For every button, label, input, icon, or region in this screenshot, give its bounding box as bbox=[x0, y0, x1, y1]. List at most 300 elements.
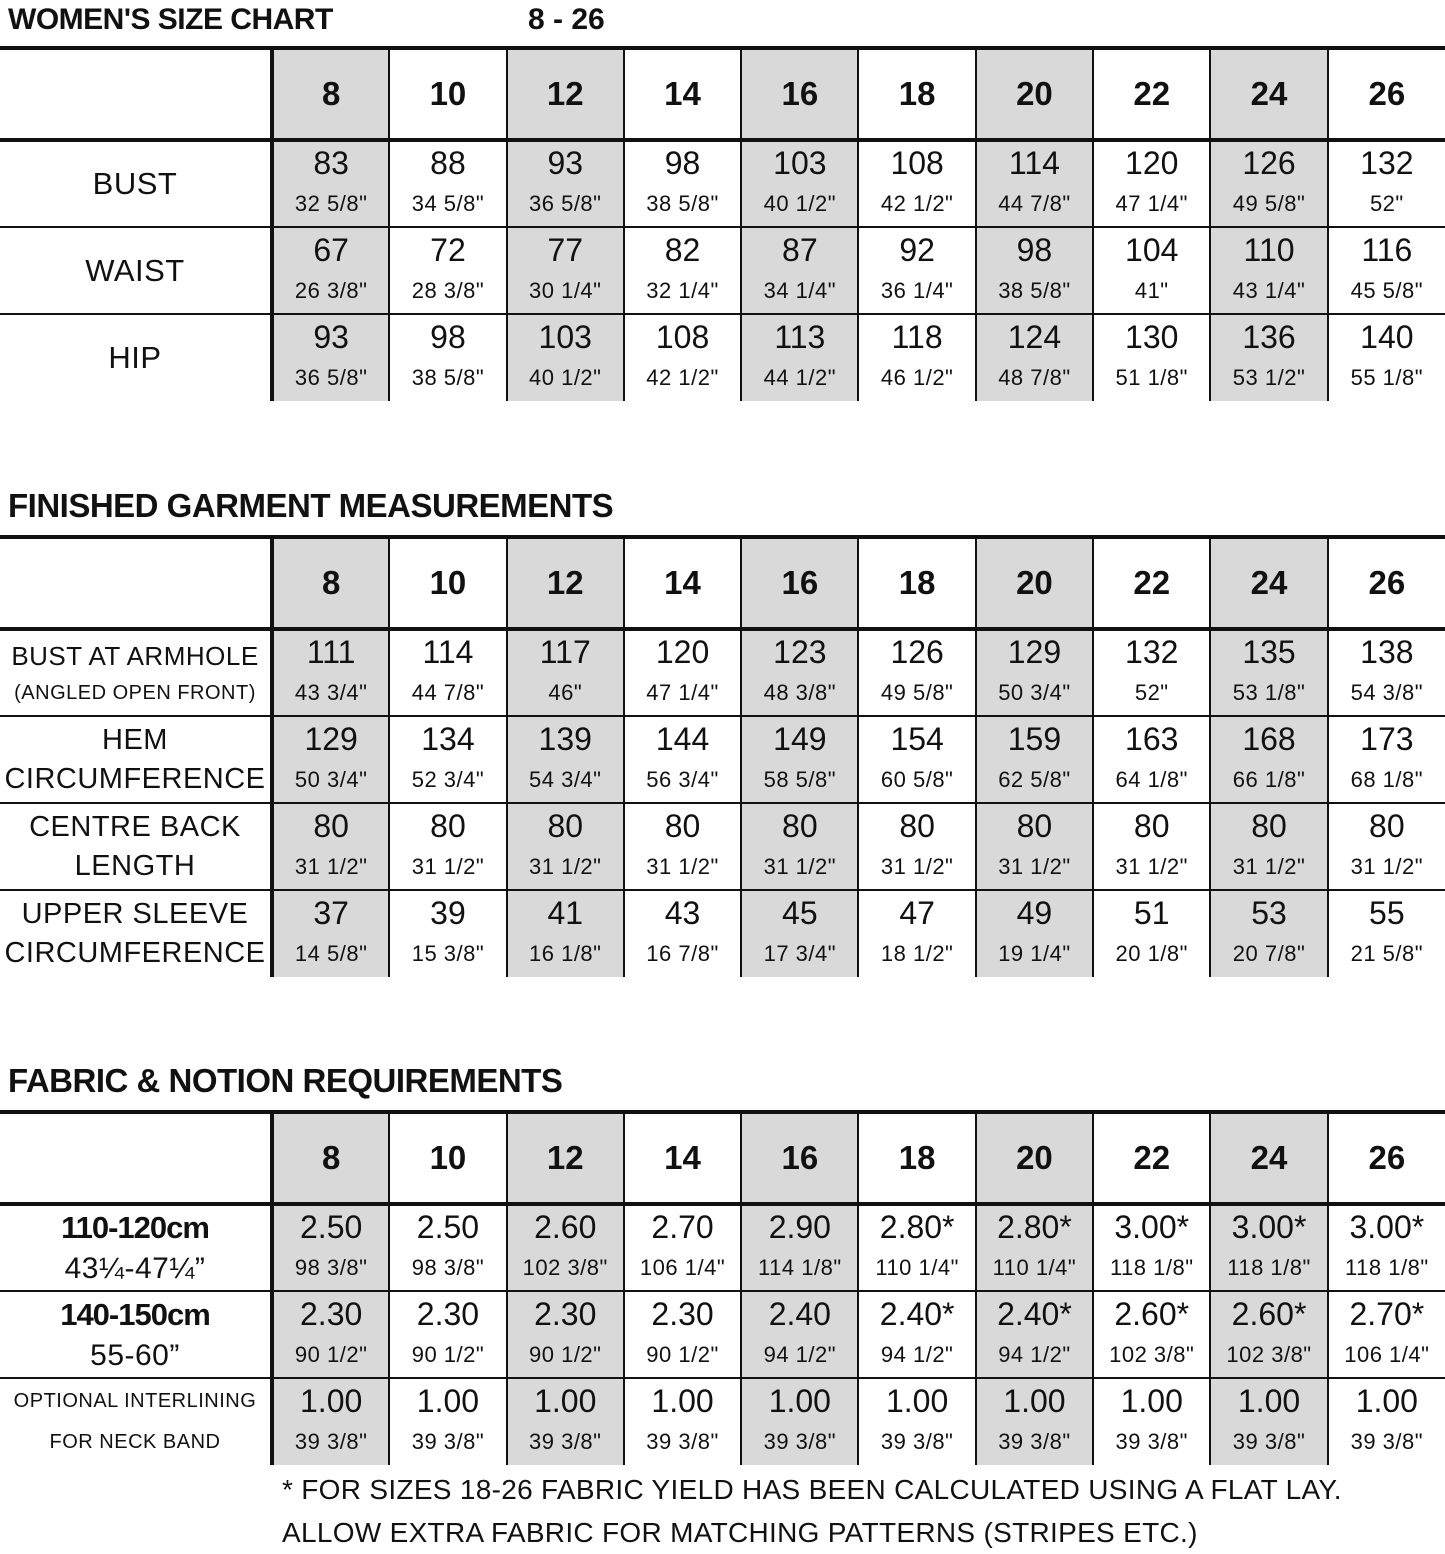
measure-cell-size-12 bbox=[507, 1378, 624, 1465]
inch-value: 60 5/8" bbox=[880, 766, 954, 792]
metric-value: 103 bbox=[773, 145, 827, 181]
measure-cell-size-16 bbox=[741, 1378, 858, 1465]
metric-value: 80 bbox=[899, 807, 935, 844]
metric-value: 114 bbox=[422, 634, 474, 670]
inch-value: 30 1/4" bbox=[529, 277, 602, 303]
inch-value: 94 1/2" bbox=[880, 1341, 954, 1367]
measure-cell-size-26 bbox=[1328, 890, 1445, 977]
metric-value: 1.00 bbox=[416, 1383, 480, 1419]
measure-cell-size-22 bbox=[1093, 1291, 1210, 1378]
size-header-24: 24 bbox=[1210, 1112, 1327, 1204]
row-label bbox=[0, 227, 272, 314]
metric-value: 126 bbox=[1242, 145, 1296, 181]
inch-value: 39 3/8" bbox=[646, 1429, 719, 1454]
measure-cell-size-22 bbox=[1093, 716, 1210, 803]
measure-cell-size-18 bbox=[858, 1204, 975, 1291]
inch-value: 38 5/8" bbox=[646, 191, 719, 216]
measure-cell-size-12 bbox=[507, 227, 624, 314]
row-label bbox=[0, 890, 272, 977]
inch-value: 102 3/8" bbox=[522, 1255, 608, 1280]
metric-value: 53 bbox=[1251, 895, 1287, 931]
inch-value: 16 7/8" bbox=[646, 941, 719, 966]
measure-cell-size-16 bbox=[741, 227, 858, 314]
measure-cell-size-12 bbox=[507, 1291, 624, 1378]
table-row bbox=[0, 227, 1445, 314]
inch-value: 26 3/8" bbox=[294, 277, 368, 303]
row-label-line-2: FOR NECK BAND bbox=[49, 1431, 221, 1453]
measure-cell-size-26 bbox=[1328, 1204, 1445, 1291]
measure-cell-size-20 bbox=[976, 314, 1093, 401]
inch-value: 90 1/2" bbox=[529, 1341, 602, 1367]
inch-value: 31 1/2" bbox=[529, 853, 602, 879]
metric-value: 80 bbox=[1251, 807, 1287, 844]
metric-value: 2.40 bbox=[768, 1295, 831, 1332]
inch-value: 64 1/8" bbox=[1115, 766, 1188, 792]
inch-value: 51 1/8" bbox=[1115, 365, 1188, 390]
measure-cell-size-16 bbox=[741, 314, 858, 401]
inch-value: 32 5/8" bbox=[294, 191, 368, 216]
inch-value: 19 1/4" bbox=[998, 941, 1071, 966]
size-header-14: 14 bbox=[624, 1112, 741, 1204]
measure-cell-size-12 bbox=[507, 314, 624, 401]
inch-value: 31 1/2" bbox=[294, 853, 368, 879]
metric-value: 116 bbox=[1361, 231, 1413, 268]
inch-value: 36 5/8" bbox=[294, 365, 368, 390]
inch-value: 39 3/8" bbox=[1232, 1429, 1306, 1454]
inch-value: 94 1/2" bbox=[998, 1341, 1071, 1367]
metric-value: 117 bbox=[539, 634, 591, 670]
metric-value: 98 bbox=[1016, 231, 1053, 268]
metric-value: 1.00 bbox=[1120, 1383, 1183, 1419]
measure-cell-size-20 bbox=[976, 1204, 1093, 1291]
row-label bbox=[0, 1291, 272, 1378]
metric-value: 39 bbox=[430, 895, 466, 931]
inch-value: 31 1/2" bbox=[411, 853, 485, 879]
inch-value: 39 3/8" bbox=[411, 1429, 485, 1454]
inch-value: 50 3/4" bbox=[998, 680, 1071, 705]
measure-cell-size-10 bbox=[389, 716, 506, 803]
measure-cell-size-22 bbox=[1093, 629, 1210, 716]
measure-cell-size-12 bbox=[507, 1204, 624, 1291]
measure-cell-size-24 bbox=[1210, 803, 1327, 890]
inch-value: 20 7/8" bbox=[1232, 941, 1306, 966]
measure-cell-size-26 bbox=[1328, 314, 1445, 401]
measure-cell-size-16 bbox=[741, 1291, 858, 1378]
size-header-26: 26 bbox=[1328, 1112, 1445, 1204]
garment-measurements-table bbox=[0, 535, 1445, 977]
measure-cell-size-14 bbox=[624, 716, 741, 803]
metric-value: 80 bbox=[430, 807, 466, 844]
measure-cell-size-20 bbox=[976, 1378, 1093, 1465]
metric-value: 98 bbox=[430, 319, 466, 355]
size-header-14: 14 bbox=[624, 537, 741, 629]
measure-cell-size-18 bbox=[858, 1291, 975, 1378]
measure-cell-size-24 bbox=[1210, 140, 1327, 227]
inch-value: 16 1/8" bbox=[529, 941, 602, 966]
inch-value: 55 1/8" bbox=[1350, 365, 1424, 390]
metric-value: 80 bbox=[547, 807, 584, 844]
measure-cell-size-10 bbox=[389, 227, 506, 314]
measure-cell-size-12 bbox=[507, 716, 624, 803]
metric-value: 110 bbox=[1243, 231, 1295, 268]
size-header-8: 8 bbox=[272, 1112, 389, 1204]
header-corner bbox=[0, 48, 272, 140]
measure-cell-size-10 bbox=[389, 1378, 506, 1465]
inch-value: 39 3/8" bbox=[1350, 1429, 1424, 1454]
measure-cell-size-14 bbox=[624, 803, 741, 890]
inch-value: 53 1/8" bbox=[1232, 680, 1306, 705]
row-label bbox=[0, 140, 272, 227]
size-header-8: 8 bbox=[272, 48, 389, 140]
metric-value: 2.80* bbox=[997, 1209, 1072, 1245]
size-chart-table bbox=[0, 46, 1445, 401]
measure-cell-size-26 bbox=[1328, 1378, 1445, 1465]
metric-value: 1.00 bbox=[300, 1383, 363, 1419]
measure-cell-size-18 bbox=[858, 803, 975, 890]
size-header-16: 16 bbox=[741, 48, 858, 140]
table-row bbox=[0, 1204, 1445, 1291]
metric-value: 41 bbox=[547, 895, 584, 931]
size-chart-title: WOMEN'S SIZE CHART bbox=[8, 3, 333, 36]
measure-cell-size-14 bbox=[624, 890, 741, 977]
inch-value: 39 3/8" bbox=[998, 1429, 1071, 1454]
inch-value: 31 1/2" bbox=[1115, 853, 1188, 879]
metric-value: 114 bbox=[1008, 145, 1060, 181]
inch-value: 39 3/8" bbox=[880, 1429, 954, 1454]
row-label bbox=[0, 314, 272, 401]
size-range: 8 - 26 bbox=[528, 3, 605, 36]
metric-value: 135 bbox=[1242, 634, 1296, 670]
size-header-12: 12 bbox=[507, 1112, 624, 1204]
inch-value: 50 3/4" bbox=[294, 766, 368, 792]
measure-cell-size-12 bbox=[507, 803, 624, 890]
metric-value: 2.30 bbox=[416, 1295, 480, 1332]
inch-value: 118 1/8" bbox=[1345, 1255, 1429, 1280]
metric-value: 80 bbox=[1016, 807, 1053, 844]
measure-cell-size-16 bbox=[741, 1204, 858, 1291]
metric-value: 1.00 bbox=[1355, 1383, 1418, 1419]
measure-cell-size-10 bbox=[389, 314, 506, 401]
inch-value: 48 3/8" bbox=[763, 680, 837, 705]
row-label-line-1: 140-150cm bbox=[60, 1296, 210, 1332]
row-label-line-2: 55-60” bbox=[90, 1338, 180, 1372]
row-label-line-1: OPTIONAL INTERLINING bbox=[13, 1390, 257, 1412]
inch-value: 28 3/8" bbox=[411, 277, 485, 303]
measure-cell-size-22 bbox=[1093, 140, 1210, 227]
size-header-20: 20 bbox=[976, 537, 1093, 629]
metric-value: 2.30 bbox=[651, 1295, 714, 1332]
inch-value: 52 3/4" bbox=[411, 766, 485, 792]
row-label bbox=[0, 803, 272, 890]
measure-cell-size-22 bbox=[1093, 1204, 1210, 1291]
size-header-16: 16 bbox=[741, 537, 858, 629]
size-header-10: 10 bbox=[389, 48, 506, 140]
metric-value: 37 bbox=[313, 895, 349, 931]
metric-value: 130 bbox=[1125, 319, 1179, 355]
inch-value: 90 1/2" bbox=[294, 1341, 368, 1367]
measure-cell-size-16 bbox=[741, 140, 858, 227]
metric-value: 136 bbox=[1242, 319, 1296, 355]
inch-value: 15 3/8" bbox=[411, 941, 485, 966]
measure-cell-size-24 bbox=[1210, 1204, 1327, 1291]
metric-value: 2.30 bbox=[534, 1295, 597, 1332]
inch-value: 14 5/8" bbox=[294, 941, 368, 966]
measure-cell-size-26 bbox=[1328, 716, 1445, 803]
header-row bbox=[0, 48, 1445, 140]
measure-cell-size-24 bbox=[1210, 890, 1327, 977]
measure-cell-size-8 bbox=[272, 629, 389, 716]
measure-cell-size-8 bbox=[272, 227, 389, 314]
inch-value: 44 1/2" bbox=[763, 365, 837, 390]
metric-value: 2.40* bbox=[997, 1295, 1072, 1332]
table-row bbox=[0, 629, 1445, 716]
table-row bbox=[0, 1378, 1445, 1465]
row-label-line-2: CIRCUMFERENCE bbox=[4, 762, 266, 795]
measure-cell-size-18 bbox=[858, 140, 975, 227]
row-label bbox=[0, 1204, 272, 1291]
metric-value: 2.40* bbox=[879, 1295, 955, 1332]
size-header-18: 18 bbox=[858, 537, 975, 629]
inch-value: 18 1/2" bbox=[880, 941, 954, 966]
size-header-12: 12 bbox=[507, 48, 624, 140]
metric-value: 3.00* bbox=[1114, 1209, 1190, 1245]
row-label-line-2: LENGTH bbox=[74, 849, 196, 882]
measure-cell-size-8 bbox=[272, 803, 389, 890]
measure-cell-size-16 bbox=[741, 803, 858, 890]
measure-cell-size-24 bbox=[1210, 227, 1327, 314]
measure-cell-size-8 bbox=[272, 716, 389, 803]
metric-value: 104 bbox=[1125, 231, 1179, 268]
metric-value: 124 bbox=[1007, 319, 1062, 355]
size-header-18: 18 bbox=[858, 48, 975, 140]
metric-value: 49 bbox=[1016, 895, 1053, 931]
measure-cell-size-26 bbox=[1328, 227, 1445, 314]
size-header-26: 26 bbox=[1328, 537, 1445, 629]
measure-cell-size-20 bbox=[976, 227, 1093, 314]
inch-value: 90 1/2" bbox=[411, 1341, 485, 1367]
inch-value: 39 3/8" bbox=[1115, 1429, 1188, 1454]
inch-value: 34 1/4" bbox=[763, 277, 837, 303]
table-row bbox=[0, 890, 1445, 977]
metric-value: 159 bbox=[1007, 720, 1062, 757]
fabric-requirements-table bbox=[0, 1110, 1445, 1465]
measure-cell-size-8 bbox=[272, 890, 389, 977]
metric-value: 1.00 bbox=[1237, 1383, 1301, 1419]
metric-value: 2.30 bbox=[300, 1295, 363, 1332]
metric-value: 168 bbox=[1242, 720, 1296, 757]
row-label-line-1: UPPER SLEEVE bbox=[21, 898, 249, 930]
inch-value: 36 5/8" bbox=[529, 191, 602, 216]
measure-cell-size-10 bbox=[389, 140, 506, 227]
measure-cell-size-20 bbox=[976, 1291, 1093, 1378]
inch-value: 98 3/8" bbox=[294, 1255, 368, 1280]
header-row bbox=[0, 537, 1445, 629]
metric-value: 129 bbox=[1007, 634, 1062, 670]
inch-value: 102 3/8" bbox=[1109, 1341, 1195, 1367]
row-label bbox=[0, 1378, 272, 1465]
measure-cell-size-10 bbox=[389, 1291, 506, 1378]
inch-value: 43 3/4" bbox=[294, 680, 368, 705]
size-header-24: 24 bbox=[1210, 48, 1327, 140]
measure-cell-size-14 bbox=[624, 140, 741, 227]
measure-cell-size-16 bbox=[741, 629, 858, 716]
metric-value: 173 bbox=[1360, 720, 1414, 757]
inch-value: 68 1/8" bbox=[1350, 766, 1424, 792]
inch-value: 102 3/8" bbox=[1226, 1341, 1312, 1367]
metric-value: 139 bbox=[538, 720, 592, 757]
size-header-22: 22 bbox=[1093, 48, 1210, 140]
measure-cell-size-10 bbox=[389, 803, 506, 890]
metric-value: 98 bbox=[664, 145, 701, 181]
inch-value: 46" bbox=[548, 680, 583, 705]
metric-value: 1.00 bbox=[885, 1383, 949, 1419]
size-header-8: 8 bbox=[272, 537, 389, 629]
metric-value: 45 bbox=[782, 895, 818, 931]
measure-cell-size-8 bbox=[272, 1378, 389, 1465]
measure-cell-size-24 bbox=[1210, 716, 1327, 803]
footnote-line-1: * FOR SIZES 18-26 FABRIC YIELD HAS BEEN CALCULATED USING A FLAT LAY. bbox=[282, 1474, 1342, 1505]
inch-value: 39 3/8" bbox=[294, 1429, 368, 1454]
size-header-24: 24 bbox=[1210, 537, 1327, 629]
inch-value: 36 1/4" bbox=[880, 277, 954, 303]
inch-value: 42 1/2" bbox=[646, 365, 719, 390]
inch-value: 110 1/4" bbox=[875, 1255, 959, 1280]
metric-value: 3.00* bbox=[1231, 1209, 1307, 1245]
metric-value: 103 bbox=[538, 319, 592, 355]
measure-cell-size-14 bbox=[624, 629, 741, 716]
measure-cell-size-22 bbox=[1093, 890, 1210, 977]
inch-value: 98 3/8" bbox=[411, 1255, 485, 1280]
inch-value: 38 5/8" bbox=[411, 365, 485, 390]
inch-value: 41" bbox=[1134, 277, 1169, 303]
size-header-20: 20 bbox=[976, 48, 1093, 140]
inch-value: 114 1/8" bbox=[758, 1255, 842, 1280]
metric-value: 2.70* bbox=[1349, 1295, 1425, 1332]
metric-value: 132 bbox=[1360, 145, 1414, 181]
metric-value: 2.50 bbox=[300, 1209, 363, 1245]
size-header-12: 12 bbox=[507, 537, 624, 629]
inch-value: 53 1/2" bbox=[1232, 365, 1306, 390]
inch-value: 118 1/8" bbox=[1109, 1255, 1194, 1280]
inch-value: 106 1/4" bbox=[1344, 1341, 1430, 1367]
inch-value: 49 5/8" bbox=[1232, 191, 1306, 216]
inch-value: 40 1/2" bbox=[763, 191, 837, 216]
measure-cell-size-18 bbox=[858, 314, 975, 401]
inch-value: 66 1/8" bbox=[1232, 766, 1306, 792]
metric-value: 144 bbox=[655, 720, 710, 757]
measure-cell-size-16 bbox=[741, 716, 858, 803]
size-header-22: 22 bbox=[1093, 537, 1210, 629]
measure-cell-size-14 bbox=[624, 1291, 741, 1378]
measure-cell-size-14 bbox=[624, 314, 741, 401]
metric-value: 140 bbox=[1360, 319, 1414, 355]
metric-value: 108 bbox=[655, 319, 710, 355]
row-label-line-1: WAIST bbox=[85, 252, 185, 288]
inch-value: 34 5/8" bbox=[411, 191, 485, 216]
row-label-line-1: BUST bbox=[92, 166, 178, 201]
size-header-10: 10 bbox=[389, 1112, 506, 1204]
size-header-10: 10 bbox=[389, 537, 506, 629]
inch-value: 17 3/4" bbox=[763, 941, 837, 966]
metric-value: 154 bbox=[890, 720, 944, 757]
inch-value: 52" bbox=[1369, 191, 1404, 216]
inch-value: 45 5/8" bbox=[1350, 277, 1424, 303]
measure-cell-size-14 bbox=[624, 1204, 741, 1291]
inch-value: 31 1/2" bbox=[1232, 853, 1306, 879]
measure-cell-size-10 bbox=[389, 1204, 506, 1291]
measure-cell-size-14 bbox=[624, 1378, 741, 1465]
inch-value: 44 7/8" bbox=[411, 680, 485, 705]
measure-cell-size-8 bbox=[272, 140, 389, 227]
measure-cell-size-8 bbox=[272, 314, 389, 401]
inch-value: 31 1/2" bbox=[646, 853, 719, 879]
measure-cell-size-20 bbox=[976, 716, 1093, 803]
measure-cell-size-16 bbox=[741, 890, 858, 977]
measure-cell-size-8 bbox=[272, 1291, 389, 1378]
inch-value: 46 1/2" bbox=[880, 365, 954, 390]
metric-value: 2.60* bbox=[1231, 1295, 1307, 1332]
measure-cell-size-10 bbox=[389, 890, 506, 977]
metric-value: 134 bbox=[421, 720, 475, 757]
inch-value: 31 1/2" bbox=[763, 853, 837, 879]
measure-cell-size-26 bbox=[1328, 803, 1445, 890]
measure-cell-size-20 bbox=[976, 803, 1093, 890]
inch-value: 52" bbox=[1134, 680, 1169, 705]
measure-cell-size-12 bbox=[507, 629, 624, 716]
metric-value: 2.60 bbox=[534, 1209, 597, 1245]
header-corner bbox=[0, 1112, 272, 1204]
metric-value: 118 bbox=[891, 319, 943, 355]
row-label-line-2: CIRCUMFERENCE bbox=[4, 937, 266, 969]
metric-value: 138 bbox=[1360, 634, 1414, 670]
measure-cell-size-18 bbox=[858, 890, 975, 977]
inch-value: 47 1/4" bbox=[646, 680, 719, 705]
metric-value: 93 bbox=[547, 145, 584, 181]
inch-value: 44 7/8" bbox=[998, 191, 1071, 216]
fabric-requirements-title: FABRIC & NOTION REQUIREMENTS bbox=[8, 1062, 563, 1099]
inch-value: 20 1/8" bbox=[1115, 941, 1188, 966]
measure-cell-size-14 bbox=[624, 227, 741, 314]
metric-value: 55 bbox=[1369, 895, 1405, 931]
inch-value: 31 1/2" bbox=[1350, 853, 1424, 879]
measure-cell-size-22 bbox=[1093, 227, 1210, 314]
header-row bbox=[0, 1112, 1445, 1204]
measure-cell-size-18 bbox=[858, 227, 975, 314]
inch-value: 106 1/4" bbox=[639, 1255, 726, 1280]
metric-value: 120 bbox=[655, 634, 710, 670]
row-label-line-1: BUST AT ARMHOLE bbox=[11, 641, 259, 671]
metric-value: 87 bbox=[782, 231, 818, 268]
measure-cell-size-12 bbox=[507, 140, 624, 227]
metric-value: 113 bbox=[774, 319, 826, 355]
metric-value: 2.60* bbox=[1114, 1295, 1190, 1332]
inch-value: 39 3/8" bbox=[763, 1429, 837, 1454]
row-label bbox=[0, 629, 272, 716]
inch-value: 32 1/4" bbox=[646, 277, 719, 303]
measure-cell-size-24 bbox=[1210, 1378, 1327, 1465]
metric-value: 72 bbox=[430, 231, 466, 268]
metric-value: 2.90 bbox=[768, 1209, 831, 1245]
row-label-line-1: 110-120cm bbox=[61, 1210, 209, 1245]
metric-value: 92 bbox=[899, 231, 935, 268]
measure-cell-size-20 bbox=[976, 629, 1093, 716]
metric-value: 120 bbox=[1125, 145, 1179, 181]
measure-cell-size-20 bbox=[976, 140, 1093, 227]
inch-value: 47 1/4" bbox=[1115, 191, 1188, 216]
metric-value: 1.00 bbox=[651, 1383, 714, 1419]
metric-value: 2.50 bbox=[416, 1209, 480, 1245]
metric-value: 80 bbox=[664, 807, 701, 844]
